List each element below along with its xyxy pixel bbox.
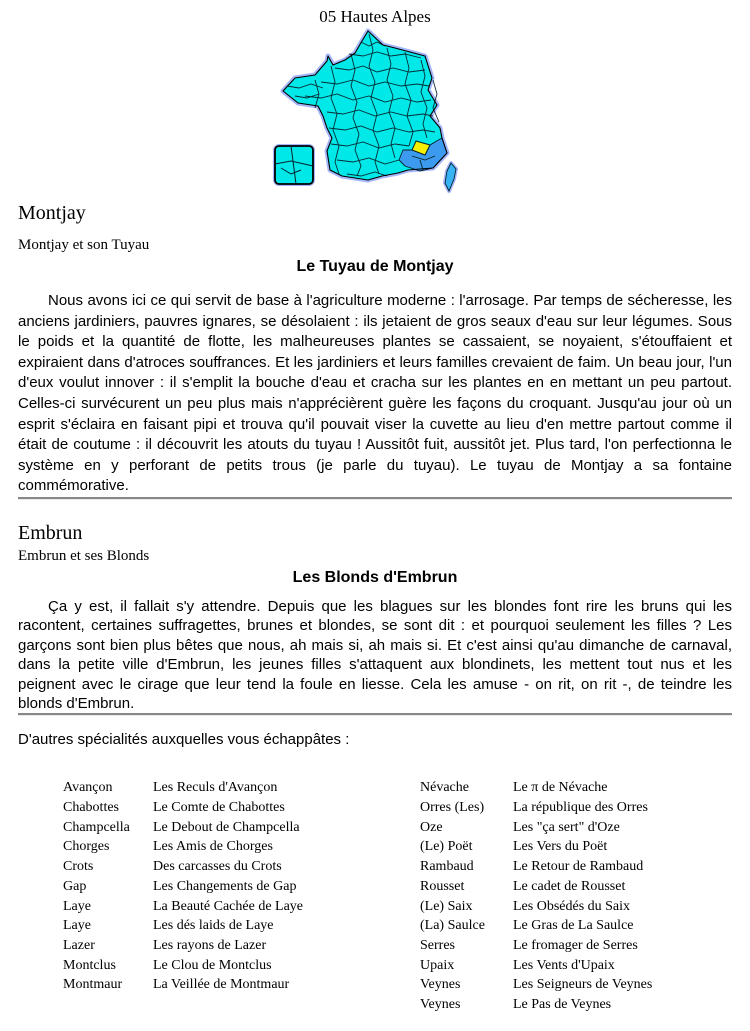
specialty-name: Le Clou de Montclus	[153, 957, 272, 973]
commune-name: Veynes	[420, 997, 461, 1013]
specialty-name: Les Obsédés du Saix	[513, 898, 631, 914]
commune-name: Laye	[63, 898, 91, 914]
commune-heading: Montjay	[18, 202, 86, 224]
section-montjay	[18, 201, 732, 497]
specialty-name: Le fromager de Serres	[513, 938, 638, 953]
table-row	[63, 916, 375, 936]
table-row	[63, 897, 375, 917]
commune-name: Laye	[63, 918, 91, 934]
table-row	[63, 778, 375, 798]
table-row	[63, 837, 375, 857]
commune-name: Avançon	[63, 780, 113, 796]
table-row	[63, 818, 375, 838]
specialty-name: Le cadet de Rousset	[513, 878, 626, 894]
specialty-name: Les Changements de Gap	[153, 878, 297, 894]
specialty-name: Le π de Névache	[513, 780, 608, 796]
section-subtitle: Montjay et son Tuyau	[18, 237, 150, 253]
specialty-name: Les Vents d'Upaix	[513, 957, 615, 973]
table-row	[63, 857, 375, 877]
commune-name: Serres	[420, 938, 455, 953]
story-title: Le Tuyau de Montjay	[296, 258, 454, 275]
specialty-name: La république des Orres	[513, 800, 648, 816]
page-title: 05 Hautes Alpes	[319, 7, 431, 26]
commune-name: Rousset	[420, 878, 465, 894]
table-row	[420, 877, 732, 897]
commune-name: Orres (Les)	[420, 800, 485, 816]
commune-heading: Embrun	[18, 521, 83, 544]
commune-name: Chabottes	[63, 800, 119, 816]
table-row	[63, 798, 375, 818]
specialty-name: Les rayons de Lazer	[153, 938, 267, 953]
table-row	[420, 936, 732, 956]
section-embrun	[18, 521, 732, 713]
commune-name: Rambaud	[420, 859, 474, 875]
table-row	[63, 975, 375, 995]
specialty-name: Les Seigneurs de Veynes	[513, 977, 653, 993]
table-row	[420, 798, 732, 818]
france-map-image	[265, 28, 485, 198]
specialties-table-right	[375, 778, 732, 1014]
commune-name: Montclus	[63, 957, 116, 973]
table-row	[420, 778, 732, 798]
specialty-name: La Veillée de Montmaur	[153, 977, 290, 993]
commune-name: Upaix	[420, 957, 455, 973]
table-row	[420, 916, 732, 936]
table-row	[63, 877, 375, 897]
table-row	[420, 837, 732, 857]
table-row	[420, 995, 732, 1015]
specialties-columns	[18, 778, 732, 1014]
commune-name: (La) Saulce	[420, 918, 485, 934]
section-divider	[18, 713, 732, 716]
table-row	[63, 936, 375, 956]
commune-name: Oze	[420, 819, 443, 835]
specialties-table-left	[18, 778, 375, 1014]
commune-name: Gap	[63, 878, 87, 894]
specialty-name: Les Amis de Chorges	[153, 839, 273, 855]
table-row	[420, 975, 732, 995]
specialty-name: Les "ça sert" d'Oze	[513, 819, 620, 835]
section-divider	[18, 497, 732, 500]
specialty-name: Le Pas de Veynes	[513, 997, 612, 1013]
specialty-name: Les dés laids de Laye	[153, 918, 274, 934]
commune-name: Veynes	[420, 977, 461, 993]
document-page	[0, 7, 750, 1015]
table-row	[420, 897, 732, 917]
story-body: Nous avons ici ce qui servit de base à l'agriculture moderne : l'arrosage. Par temps de sécheresse, les anciens jardiniers, pauvres ignares, se désolaient : ils jetaient de gros seaux d'eau sur leur légumes. Sous le poids et la quantité de flotte, les malheureuses plantes se cassaient, se noyaient, s'étouffaient et expiraient dans d'atroces souffrances. Et les jardiniers et leurs familles crevaient de faim. Un beau jour, l'un d'eux voulut innover : il s'emplit la bouche d'eau et cracha sur les plantes en en mettant un peu partout. Celles-ci survécurent un peu plus mais n'apprécièrent guère les façons du croquant. Jusqu'au jour où un esprit s'éclaira en faisant pipi et trouva qu'il pouvait viser la cuvette au lieu d'en mettre partout comme il était de coutume : il découvrit les atouts du tuyau ! Aussitôt fuit, aussitôt jet. Plus tard, l'on perfectionna le système en y perforant de petits trous (je parle du tuyau). Le tuyau de Montjay a sa fontaine commémorative.	[18, 292, 732, 495]
commune-name: Névache	[420, 780, 469, 796]
specialties-intro: D'autres spécialités auxquelles vous échappâtes :	[18, 731, 350, 749]
commune-name: (Le) Poët	[420, 839, 473, 855]
specialty-name: Le Gras de La Saulce	[513, 918, 634, 934]
specialty-name: La Beauté Cachée de Laye	[153, 898, 304, 914]
specialty-name: Des carcasses du Crots	[153, 859, 282, 875]
table-row	[420, 956, 732, 976]
table-row	[420, 857, 732, 877]
commune-name: Chorges	[63, 839, 110, 855]
table-row	[63, 956, 375, 976]
story-title: Les Blonds d'Embrun	[292, 568, 458, 586]
specialty-name: Le Retour de Rambaud	[513, 859, 644, 875]
specialty-name: Le Debout de Champcella	[153, 819, 300, 835]
commune-name: Champcella	[63, 819, 130, 835]
commune-name: Montmaur	[63, 977, 123, 993]
corsica-shape	[445, 163, 456, 191]
specialty-name: Les Vers du Poët	[513, 839, 608, 855]
table-row	[420, 818, 732, 838]
france-map	[18, 28, 732, 198]
commune-name: (Le) Saix	[420, 898, 473, 914]
section-subtitle: Embrun et ses Blonds	[18, 547, 150, 564]
story-body: Ça y est, il fallait s'y attendre. Depuis que les blagues sur les blondes font rire les bruns qui les racontent, certaines suffragettes, brunes et blondes, se sont dit : et pourquoi seulement les filles ? Les garçons sont bien plus bêtes que nous, ah mais si, ah mais si. Et c'est ainsi qu'au dimanche de carnaval, dans la petite ville d'Embrun, les jeunes filles s'attaquent aux blondinets, les mettent tout nus et les peignent avec le cirage que leur tend la foule en liesse. Cela les amuse - on rit, on rit -, de teindre les blonds d'Embrun.	[18, 597, 732, 712]
specialty-name: Le Comte de Chabottes	[153, 800, 285, 816]
specialty-name: Les Reculs d'Avançon	[153, 780, 278, 796]
commune-name: Crots	[63, 859, 94, 875]
commune-name: Lazer	[63, 938, 95, 953]
